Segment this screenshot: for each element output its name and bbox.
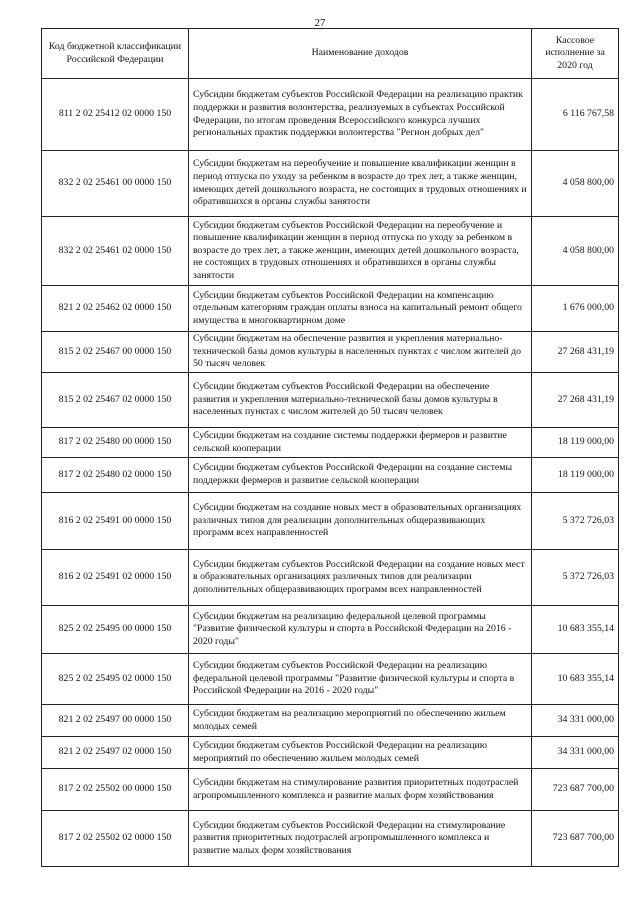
row-code: 821 2 02 25462 02 0000 150 <box>42 286 189 332</box>
row-amount: 4 058 800,00 <box>532 217 619 286</box>
table-row <box>42 737 619 769</box>
row-name: Субсидии бюджетам субъектов Российской Федерации на компенсацию отдельным категориям граждан оплаты взноса на капитальный ремонт общего имущества в многоквартирном доме <box>189 286 532 332</box>
row-code: 815 2 02 25467 00 0000 150 <box>42 332 189 373</box>
row-code: 815 2 02 25467 02 0000 150 <box>42 373 189 428</box>
row-name: Субсидии бюджетам на создание новых мест в образовательных организациях различных типов для реализации дополнительных общеразвивающих программ всех направленностей <box>189 493 532 550</box>
row-code: 821 2 02 25497 02 0000 150 <box>42 737 189 769</box>
row-code: 817 2 02 25480 00 0000 150 <box>42 428 189 458</box>
row-name: Субсидии бюджетам субъектов Российской Федерации на реализацию практик поддержки и развития волонтерства, реализуемых в субъектах Российской Федерации, по итогам проведения Всероссийского конкурса лучших региональных практик поддержки волонтерства "Регион добрых дел" <box>189 79 532 151</box>
row-amount: 18 119 000,00 <box>532 428 619 458</box>
row-code: 817 2 02 25480 02 0000 150 <box>42 458 189 493</box>
table-row <box>42 79 619 151</box>
row-amount: 10 683 355,14 <box>532 606 619 654</box>
table-row <box>42 769 619 811</box>
row-amount: 18 119 000,00 <box>532 458 619 493</box>
table-row <box>42 458 619 493</box>
row-amount: 5 372 726,03 <box>532 550 619 606</box>
row-code: 811 2 02 25412 02 0000 150 <box>42 79 189 151</box>
row-code: 821 2 02 25497 00 0000 150 <box>42 705 189 737</box>
row-name: Субсидии бюджетам субъектов Российской Федерации на стимулирование развития приоритетных подотраслей агропромышленного комплекса и развитие малых форм хозяйствования <box>189 811 532 867</box>
row-amount: 5 372 726,03 <box>532 493 619 550</box>
row-name: Субсидии бюджетам субъектов Российской Федерации на создание системы поддержки фермеров и развитие сельской кооперации <box>189 458 532 493</box>
row-name: Субсидии бюджетам на переобучение и повышение квалификации женщин в период отпуска по уходу за ребенком в возрасте до трех лет, а также женщин, имеющих детей дошкольного возраста, не состоящих в трудовых отношениях и обратившихся в органы службы занятости <box>189 151 532 217</box>
header-code: Код бюджетной классификации Российской Федерации <box>42 29 189 79</box>
row-code: 817 2 02 25502 02 0000 150 <box>42 811 189 867</box>
row-amount: 27 268 431,19 <box>532 373 619 428</box>
table-row <box>42 286 619 332</box>
row-amount: 723 687 700,00 <box>532 811 619 867</box>
row-code: 817 2 02 25502 00 0000 150 <box>42 769 189 811</box>
budget-revenue-table <box>41 28 619 867</box>
row-code: 825 2 02 25495 02 0000 150 <box>42 654 189 705</box>
table-row <box>42 654 619 705</box>
table-row <box>42 550 619 606</box>
table-row <box>42 373 619 428</box>
row-name: Субсидии бюджетам на создание системы поддержки фермеров и развитие сельской кооперации <box>189 428 532 458</box>
table-row <box>42 332 619 373</box>
row-code: 825 2 02 25495 00 0000 150 <box>42 606 189 654</box>
row-amount: 4 058 800,00 <box>532 151 619 217</box>
row-name: Субсидии бюджетам на реализацию мероприятий по обеспечению жильем молодых семей <box>189 705 532 737</box>
table-row <box>42 151 619 217</box>
table-row <box>42 606 619 654</box>
table-header-row <box>42 29 619 79</box>
table-row <box>42 493 619 550</box>
row-name: Субсидии бюджетам субъектов Российской Федерации на реализацию мероприятий по обеспечению жильем молодых семей <box>189 737 532 769</box>
row-amount: 1 676 000,00 <box>532 286 619 332</box>
row-name: Субсидии бюджетам на стимулирование развития приоритетных подотраслей агропромышленного комплекса и развитие малых форм хозяйствования <box>189 769 532 811</box>
header-amount: Кассовое исполнение за 2020 год <box>532 29 619 79</box>
row-name: Субсидии бюджетам субъектов Российской Федерации на реализацию федеральной целевой программы "Развитие физической культуры и спорта в Российской Федерации на 2016 - 2020 годы" <box>189 654 532 705</box>
table-row <box>42 217 619 286</box>
row-name: Субсидии бюджетам на обеспечение развития и укрепления материально-технической базы домов культуры в населенных пунктах с числом жителей до 50 тысяч человек <box>189 332 532 373</box>
row-name: Субсидии бюджетам на реализацию федеральной целевой программы "Развитие физической культуры и спорта в Российской Федерации на 2016 - 2020 годы" <box>189 606 532 654</box>
row-amount: 10 683 355,14 <box>532 654 619 705</box>
table-row <box>42 428 619 458</box>
row-amount: 34 331 000,00 <box>532 705 619 737</box>
table-row <box>42 811 619 867</box>
row-code: 832 2 02 25461 02 0000 150 <box>42 217 189 286</box>
row-amount: 34 331 000,00 <box>532 737 619 769</box>
row-name: Субсидии бюджетам субъектов Российской Федерации на обеспечение развития и укрепления материально-технической базы домов культуры в населенных пунктах с числом жителей до 50 тысяч человек <box>189 373 532 428</box>
row-amount: 27 268 431,19 <box>532 332 619 373</box>
row-code: 816 2 02 25491 02 0000 150 <box>42 550 189 606</box>
page-number: 27 <box>314 17 326 29</box>
row-code: 832 2 02 25461 00 0000 150 <box>42 151 189 217</box>
row-amount: 723 687 700,00 <box>532 769 619 811</box>
header-name: Наименование доходов <box>189 29 532 79</box>
row-code: 816 2 02 25491 00 0000 150 <box>42 493 189 550</box>
row-amount: 6 116 767,58 <box>532 79 619 151</box>
table-body <box>42 79 619 867</box>
row-name: Субсидии бюджетам субъектов Российской Федерации на переобучение и повышение квалификации женщин в период отпуска по уходу за ребенком в возрасте до трех лет, а также женщин, имеющих детей дошкольного возраста, не состоящих в трудовых отношениях и обратившихся в органы службы занятости <box>189 217 532 286</box>
table-row <box>42 705 619 737</box>
row-name: Субсидии бюджетам субъектов Российской Федерации на создание новых мест в образовательных организациях различных типов для реализации дополнительных общеразвивающих программ всех направленностей <box>189 550 532 606</box>
